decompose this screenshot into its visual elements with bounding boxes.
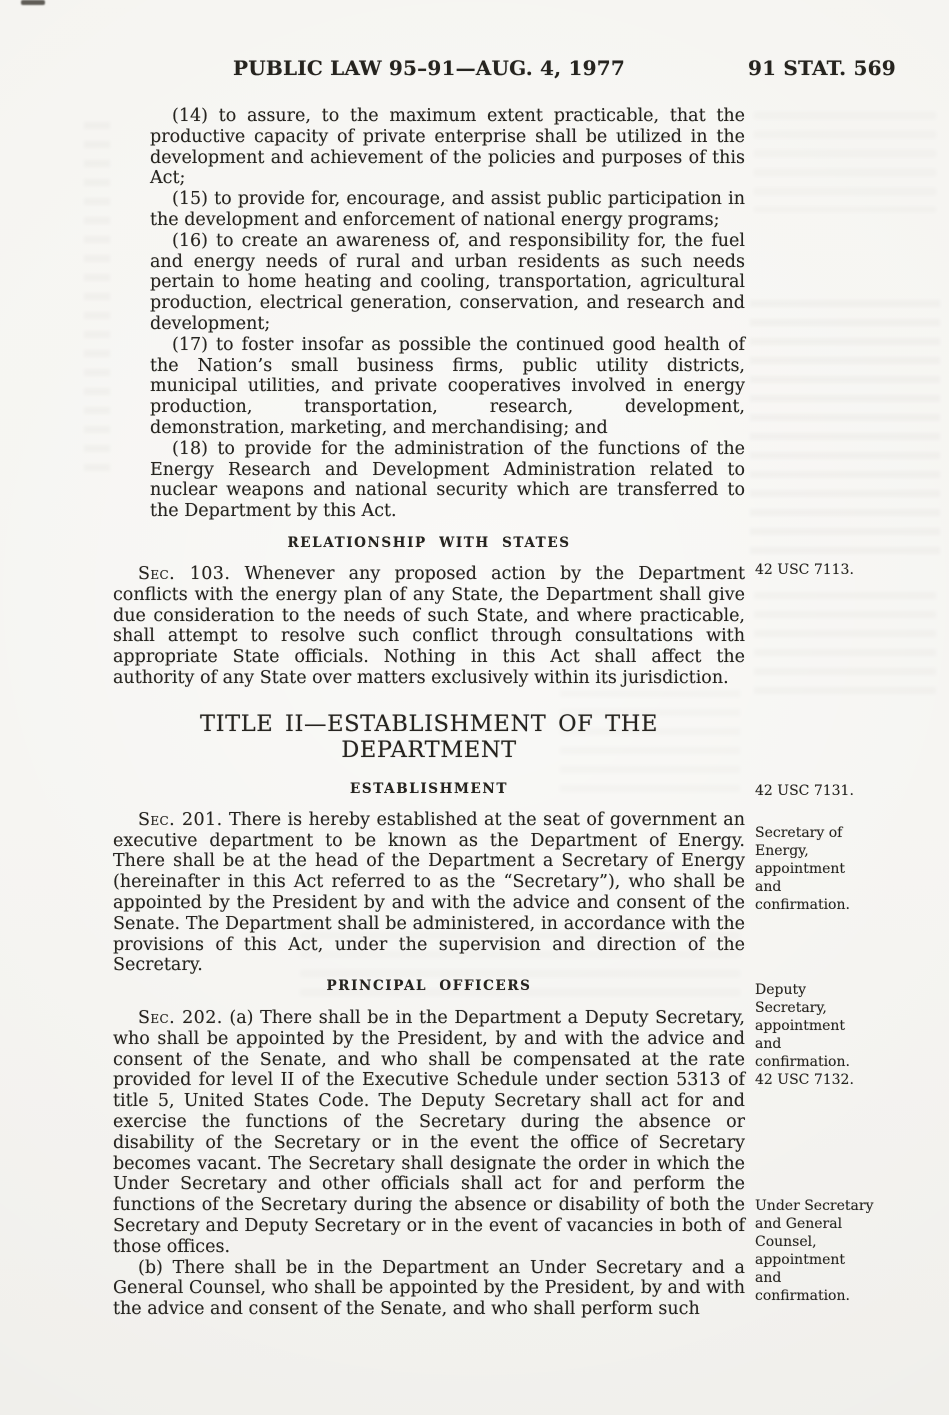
bleedthrough-artifact: [750, 300, 940, 558]
margin-note-usc-7132: 42 USC 7132.: [755, 1072, 854, 1088]
statute-text-column: [113, 106, 745, 1320]
bleedthrough-artifact: [754, 592, 936, 700]
section-103-label: Sec. 103.: [138, 563, 231, 584]
clause-15: (15) to provide for, encourage, and assist public participation in the development and enforcement of national energy programs;: [150, 189, 745, 230]
margin-note-usc-7131: 42 USC 7131.: [755, 783, 854, 799]
margin-note-deputy-secretary-text: Deputy Secretary, appointment and confirmation.: [755, 982, 850, 1070]
clause-17: (17) to foster insofar as possible the continued good health of the Nation’s small business firms, public utility districts, municipal utilities, and private cooperatives involved in energy production, transportation, research, development, demonstration, marketing, and merchandising; and: [150, 334, 745, 438]
stat-citation: 91 STAT. 569: [748, 56, 896, 80]
running-title: PUBLIC LAW 95–91—AUG. 4, 1977: [233, 56, 625, 80]
clause-18: (18) to provide for the administration of the functions of the Energy Research and Development Administration related to nuclear weapons and national security which are transferred to the Department by this Act.: [150, 438, 745, 522]
clause-16: (16) to create an awareness of, and responsibility for, the fuel and energy needs of rural and urban residents as such needs pertain to home heating and cooling, transportation, agricultural production, electrical generation, conservation, and research and development;: [150, 230, 745, 334]
heading-relationship-with-states: RELATIONSHIP WITH STATES: [287, 534, 571, 551]
margin-note-usc-7113: 42 USC 7113.: [755, 562, 854, 578]
margin-note-deputy-secretary: [755, 981, 875, 1089]
heading-title-ii: TITLE II—ESTABLISHMENT OF THE DEPARTMENT: [200, 710, 658, 763]
section-201-text: There is hereby established at the seat of government an executive department to be known as the Department of Energy. There shall be at the head of the Department a Secretary of Energy (hereinafter in this Act referred to as the “Secretary”), who shall be appointed by the President by and with the advice and consent of the Senate. The Department shall be administered, in accordance with the provisions of this Act, under the supervision and direction of the Secretary.: [113, 809, 745, 976]
section-202a-text: (a) There shall be in the Department a Deputy Secretary, who shall be appointed by the President, by and with the advice and consent of the Senate, and who shall be compensated at the rate provided for level II of the Executive Schedule under section 5313 of title 5, United States Code. The Deputy Secretary shall act for and exercise the functions of the Secretary during the absence or disability of the Secretary or in the event the office of Secretary becomes vacant. The Secretary shall designate the order in which the Under Secretary and other officials shall act for and perform the functions of the Secretary during the absence or disability of both the Secretary and Deputy Secretary or in the event of vacancies in both of those offices.: [113, 1008, 745, 1257]
page-header: [0, 56, 949, 82]
section-201-label: Sec. 201.: [138, 809, 223, 830]
bleedthrough-artifact: [754, 112, 936, 212]
margin-note-secretary-of-energy: Secretary of Energy, appointment and confirmation.: [755, 825, 850, 913]
heading-establishment: ESTABLISHMENT: [350, 780, 508, 797]
section-103-text: Whenever any proposed action by the Department conflicts with the energy plan of any State, the Department shall give due consideration to the needs of such State, and where practicable, shall attempt to resolve such conflict through consultations with appropriate State officials. Nothing in this Act shall affect the authority of any State over matters exclusively within its jurisdiction.: [113, 563, 745, 688]
section-103: [113, 564, 745, 689]
section-202a: [113, 1008, 745, 1258]
bleedthrough-artifact: [84, 122, 110, 472]
heading-principal-officers: PRINCIPAL OFFICERS: [326, 978, 532, 995]
section-202-label: Sec. 202.: [138, 1008, 223, 1029]
section-202b: (b) There shall be in the Department an Under Secretary and a General Counsel, who shall be appointed by the President, by and with the advice and consent of the Senate, and who shall perform such: [113, 1257, 745, 1320]
margin-note-under-secretary: Under Secretary and General Counsel, appointment and confirmation.: [755, 1198, 874, 1304]
scan-artifact: [21, 0, 45, 5]
section-201: [113, 810, 745, 976]
clause-14: (14) to assure, to the maximum extent practicable, that the productive capacity of private enterprise shall be utilized in the development and achievement of the policies and purposes of this Act;: [150, 106, 745, 189]
